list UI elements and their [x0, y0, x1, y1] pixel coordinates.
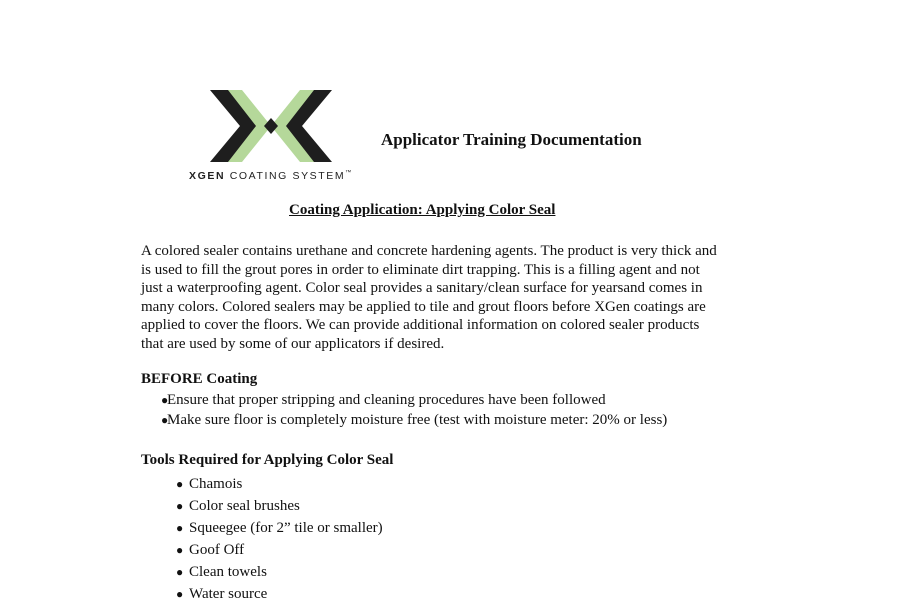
list-item	[176, 584, 383, 606]
logo-caption	[189, 170, 353, 182]
list-item	[161, 390, 667, 410]
tools-required-heading: Tools Required for Applying Color Seal	[141, 452, 394, 468]
list-item-text: Chamois	[189, 476, 243, 492]
bullet-icon: ●	[176, 565, 184, 579]
intro-line: A colored sealer contains urethane and concrete hardening agents. The product is very thick and	[141, 243, 717, 259]
list-item-text: Goof Off	[189, 542, 245, 558]
before-coating-heading: BEFORE Coating	[141, 371, 258, 387]
list-item	[161, 410, 667, 430]
section-title: Coating Application: Applying Color Seal	[289, 202, 556, 218]
bullet-icon: ●	[176, 543, 184, 557]
list-item	[176, 562, 383, 584]
intro-line: that are used by some of our applicators if desired.	[141, 335, 445, 352]
bullet-icon: ●	[176, 521, 184, 535]
bullet-icon: ●	[161, 413, 169, 427]
logo-brand-text: XGEN	[189, 170, 226, 182]
list-item	[176, 518, 383, 540]
bullet-icon: ●	[176, 477, 184, 491]
list-item-text: Make sure floor is completely moisture free (test with moisture meter: 20% or less)	[167, 412, 668, 428]
intro-paragraph	[141, 242, 771, 353]
logo-trademark: ™	[345, 170, 353, 176]
list-item	[176, 540, 383, 562]
list-item	[176, 496, 383, 518]
x-logo-mark-icon	[206, 88, 336, 164]
intro-line: just a waterproofing agent. Color seal provides a sanitary/clean surface for yearsand comes in	[141, 280, 703, 296]
list-item-text: Water source	[189, 586, 268, 602]
list-item-text: Clean towels	[189, 564, 267, 580]
document-title: Applicator Training Documentation	[381, 130, 642, 149]
bullet-icon: ●	[161, 393, 169, 407]
intro-line: is used to fill the grout pores in order to eliminate dirt trapping. This is a filling agent and not	[141, 261, 700, 278]
tools-required-list	[176, 474, 383, 606]
bullet-icon: ●	[176, 499, 184, 513]
before-coating-list	[161, 390, 667, 430]
intro-line: many colors. Colored sealers may be applied to tile and grout floors before XGen coatings are	[141, 298, 706, 315]
list-item-text: Squeegee (for 2” tile or smaller)	[189, 520, 383, 536]
list-item-text: Ensure that proper stripping and cleaning procedures have been followed	[167, 392, 606, 408]
list-item-text: Color seal brushes	[189, 498, 300, 514]
company-logo	[186, 88, 356, 188]
intro-line: applied to cover the floors. We can provide additional information on colored sealer products	[141, 317, 700, 333]
bullet-icon: ●	[176, 587, 184, 601]
logo-caption-text: COATING SYSTEM	[225, 170, 346, 182]
list-item	[176, 474, 383, 496]
